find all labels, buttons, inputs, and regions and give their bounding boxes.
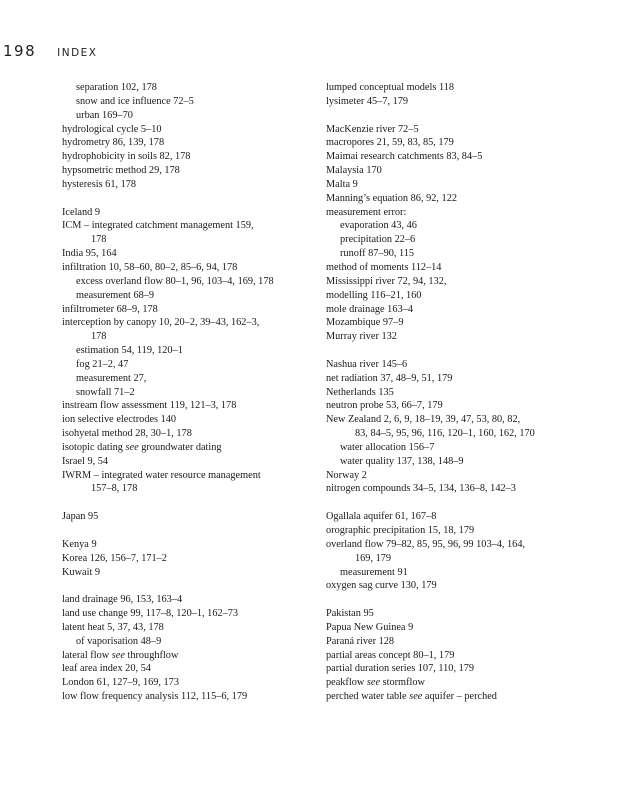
index-subentry <box>326 566 581 580</box>
index-entry <box>326 386 581 400</box>
index-entry <box>62 662 317 676</box>
entry-text: Japan 95 <box>62 511 99 523</box>
entry-text: Kuwait 9 <box>62 566 101 578</box>
entry-text: nitrogen compounds 34–5, 134, 136–8, 142–3 <box>326 483 516 495</box>
index-entry <box>326 261 581 275</box>
entry-text: 157–8, 178 <box>91 483 138 495</box>
index-entry <box>326 538 581 552</box>
entry-text: hydrometry 86, 139, 178 <box>62 137 165 149</box>
cross-reference-target: aquifer – perched <box>424 691 497 703</box>
entry-text: estimation 54, 119, 120–1 <box>76 345 183 357</box>
page-header <box>3 42 98 62</box>
entry-text: measurement 91 <box>340 566 408 578</box>
entry-text: hysteresis 61, 178 <box>62 178 137 190</box>
index-entry <box>326 178 581 192</box>
entry-text: net radiation 37, 48–9, 51, 179 <box>326 372 453 384</box>
entry-text: Iceland 9 <box>62 206 101 218</box>
entry-text: infiltration 10, 58–60, 80–2, 85–6, 94, 178 <box>62 261 238 273</box>
entry-text: Papua New Guinea 9 <box>326 621 414 633</box>
index-column-left <box>62 81 317 704</box>
entry-text: interception by canopy 10, 20–2, 39–43, 162–3, <box>62 317 260 329</box>
entry-text: orographic precipitation 15, 18, 179 <box>326 525 475 536</box>
entry-text: runoff 87–90, 115 <box>340 248 415 260</box>
entry-text: of vaporisation 48–9 <box>76 635 162 647</box>
index-entry <box>326 275 581 289</box>
index-section-gap <box>62 524 317 538</box>
index-entry <box>62 676 317 690</box>
entry-text: latent heat 5, 37, 43, 178 <box>62 621 164 633</box>
entry-text: Ogallala aquifer 61, 167–8 <box>326 511 437 523</box>
index-entry <box>62 455 317 469</box>
index-entry <box>326 372 581 386</box>
entry-text: peakflow <box>326 677 365 689</box>
index-entry <box>326 316 581 330</box>
entry-text: neutron probe 53, 66–7, 179 <box>326 400 443 412</box>
index-entry <box>62 136 317 150</box>
entry-text: Paraná river 128 <box>326 635 395 647</box>
entry-text: Nashua river 145–6 <box>326 358 408 370</box>
cross-reference-target: stormflow <box>382 677 425 689</box>
index-subentry <box>62 81 317 95</box>
index-entry <box>326 95 581 109</box>
index-entry <box>326 510 581 524</box>
entry-text: Netherlands 135 <box>326 386 394 398</box>
index-entry <box>62 261 317 275</box>
entry-text: Israel 9, 54 <box>62 455 109 467</box>
index-subentry <box>326 233 581 247</box>
index-section-gap <box>326 344 581 358</box>
index-entry <box>326 413 581 427</box>
entry-text: Mozambique 97–9 <box>326 317 404 329</box>
index-entry <box>62 303 317 317</box>
entry-text: Maimai research catchments 83, 84–5 <box>326 151 483 163</box>
index-entry <box>326 192 581 206</box>
index-subentry <box>62 233 317 247</box>
entry-text: macropores 21, 59, 83, 85, 179 <box>326 137 454 149</box>
entry-text: lateral flow <box>62 649 110 661</box>
index-entry <box>326 482 581 496</box>
index-section-gap <box>62 192 317 206</box>
entry-text: hypsometric method 29, 178 <box>62 165 180 177</box>
index-entry <box>326 649 581 663</box>
entry-text: land use change 99, 117–8, 120–1, 162–73 <box>62 608 239 620</box>
index-entry <box>326 524 581 538</box>
cross-reference-target: throughflow <box>127 649 179 661</box>
index-entry <box>326 81 581 95</box>
entry-text: hydrophobicity in soils 82, 178 <box>62 151 191 163</box>
index-entry <box>62 510 317 524</box>
index-section-gap <box>62 496 317 510</box>
entry-text: MacKenzie river 72–5 <box>326 123 419 135</box>
see-reference: see <box>109 649 128 661</box>
entry-text: Korea 126, 156–7, 171–2 <box>62 552 167 564</box>
index-section-gap <box>326 593 581 607</box>
index-entry <box>62 552 317 566</box>
entry-text: low flow frequency analysis 112, 115–6, 179 <box>62 691 248 703</box>
index-entry <box>62 427 317 441</box>
index-section-gap <box>326 109 581 123</box>
index-entry <box>62 593 317 607</box>
entry-text: 169, 179 <box>355 552 392 564</box>
entry-text: precipitation 22–6 <box>340 234 416 246</box>
index-entry <box>326 469 581 483</box>
entry-text: 178 <box>91 234 107 246</box>
entry-text: snowfall 71–2 <box>76 386 135 398</box>
entry-text: London 61, 127–9, 169, 173 <box>62 677 179 689</box>
cross-reference-target: groundwater dating <box>141 441 222 453</box>
index-entry <box>62 178 317 192</box>
index-entry <box>326 123 581 137</box>
index-entry <box>326 662 581 676</box>
index-entry <box>326 330 581 344</box>
index-entry <box>62 219 317 233</box>
entry-text: infiltrometer 68–9, 178 <box>62 303 158 315</box>
entry-text: isohyetal method 28, 30–1, 178 <box>62 428 192 440</box>
index-entry <box>62 150 317 164</box>
entry-text: leaf area index 20, 54 <box>62 663 151 675</box>
entry-text: Manning’s equation 86, 92, 122 <box>326 192 457 204</box>
entry-text: water quality 137, 138, 148–9 <box>340 455 464 467</box>
index-entry <box>62 621 317 635</box>
index-subentry <box>62 330 317 344</box>
index-entry <box>62 247 317 261</box>
entry-text: measurement 68–9 <box>76 289 155 301</box>
index-entry <box>62 123 317 137</box>
index-entry <box>326 289 581 303</box>
entry-text: IWRM – integrated water resource management <box>62 469 261 481</box>
entry-text: ICM – integrated catchment management 159, <box>62 220 254 232</box>
index-entry <box>326 358 581 372</box>
entry-text: lumped conceptual models 118 <box>326 82 455 93</box>
index-subentry <box>62 482 317 496</box>
index-subentry <box>62 386 317 400</box>
index-subentry <box>326 427 581 441</box>
index-entry <box>62 649 317 663</box>
entry-text: snow and ice influence 72–5 <box>76 95 194 107</box>
index-entry <box>326 303 581 317</box>
running-head: INDEX <box>57 47 98 59</box>
entry-text: method of moments 112–14 <box>326 261 442 273</box>
index-subentry <box>62 289 317 303</box>
index-entry <box>326 635 581 649</box>
index-entry <box>326 579 581 593</box>
entry-text: Murray river 132 <box>326 331 397 343</box>
index-entry <box>62 164 317 178</box>
index-entry <box>62 566 317 580</box>
index-entry <box>326 164 581 178</box>
entry-text: oxygen sag curve 130, 179 <box>326 580 437 592</box>
index-subentry <box>62 275 317 289</box>
entry-text: 83, 84–5, 95, 96, 116, 120–1, 160, 162, 170 <box>355 428 535 440</box>
entry-text: hydrological cycle 5–10 <box>62 123 162 135</box>
see-reference: see <box>406 691 425 703</box>
index-subentry <box>62 95 317 109</box>
index-entry <box>62 399 317 413</box>
entry-text: ion selective electrodes 140 <box>62 414 177 426</box>
index-entry <box>62 538 317 552</box>
entry-text: 178 <box>91 331 107 343</box>
index-subentry <box>62 372 317 386</box>
entry-text: perched water table <box>326 691 407 703</box>
index-entry <box>326 150 581 164</box>
index-entry <box>62 469 317 483</box>
index-subentry <box>326 247 581 261</box>
entry-text: excess overland flow 80–1, 96, 103–4, 169, 178 <box>76 275 274 287</box>
index-subentry <box>62 358 317 372</box>
entry-text: Malta 9 <box>326 178 358 190</box>
entry-text: instream flow assessment 119, 121–3, 178 <box>62 400 237 412</box>
index-entry <box>326 607 581 621</box>
index-entry <box>62 413 317 427</box>
index-entry <box>62 206 317 220</box>
index-subentry <box>326 441 581 455</box>
index-entry <box>326 621 581 635</box>
index-entry <box>62 690 317 704</box>
entry-text: land drainage 96, 153, 163–4 <box>62 594 183 606</box>
index-entry <box>326 690 581 704</box>
index-entry <box>326 136 581 150</box>
index-subentry <box>326 552 581 566</box>
entry-text: fog 21–2, 47 <box>76 358 129 370</box>
see-reference: see <box>364 677 383 689</box>
index-section-gap <box>326 496 581 510</box>
entry-text: measurement error: <box>326 206 407 218</box>
index-entry <box>62 441 317 455</box>
entry-text: partial duration series 107, 110, 179 <box>326 663 475 675</box>
entry-text: Malaysia 170 <box>326 165 382 177</box>
index-subentry <box>326 219 581 233</box>
entry-text: Mississippi river 72, 94, 132, <box>326 275 447 287</box>
index-entry <box>326 206 581 220</box>
entry-text: isotopic dating <box>62 441 123 453</box>
index-entry <box>62 607 317 621</box>
index-entry <box>62 316 317 330</box>
entry-text: measurement 27, <box>76 372 147 384</box>
entry-text: Norway 2 <box>326 469 367 481</box>
entry-text: lysimeter 45–7, 179 <box>326 95 409 107</box>
entry-text: evaporation 43, 46 <box>340 220 417 232</box>
index-entry <box>326 676 581 690</box>
index-entry <box>326 399 581 413</box>
page-number: 198 <box>3 42 37 60</box>
index-column-right <box>326 81 581 704</box>
index-subentry <box>62 635 317 649</box>
index-subentry <box>62 109 317 123</box>
entry-text: India 95, 164 <box>62 248 117 260</box>
entry-text: overland flow 79–82, 85, 95, 96, 99 103–4, 164, <box>326 538 526 550</box>
index-subentry <box>62 344 317 358</box>
entry-text: separation 102, 178 <box>76 82 157 93</box>
entry-text: Pakistan 95 <box>326 608 374 620</box>
entry-text: urban 169–70 <box>76 109 133 121</box>
entry-text: modelling 116–21, 160 <box>326 289 422 301</box>
entry-text: partial areas concept 80–1, 179 <box>326 649 455 661</box>
see-reference: see <box>122 441 142 453</box>
entry-text: New Zealand 2, 6, 9, 18–19, 39, 47, 53, 80, 82, <box>326 414 521 426</box>
entry-text: Kenya 9 <box>62 538 97 550</box>
entry-text: mole drainage 163–4 <box>326 303 413 315</box>
index-subentry <box>326 455 581 469</box>
entry-text: water allocation 156–7 <box>340 441 435 453</box>
index-section-gap <box>62 579 317 593</box>
